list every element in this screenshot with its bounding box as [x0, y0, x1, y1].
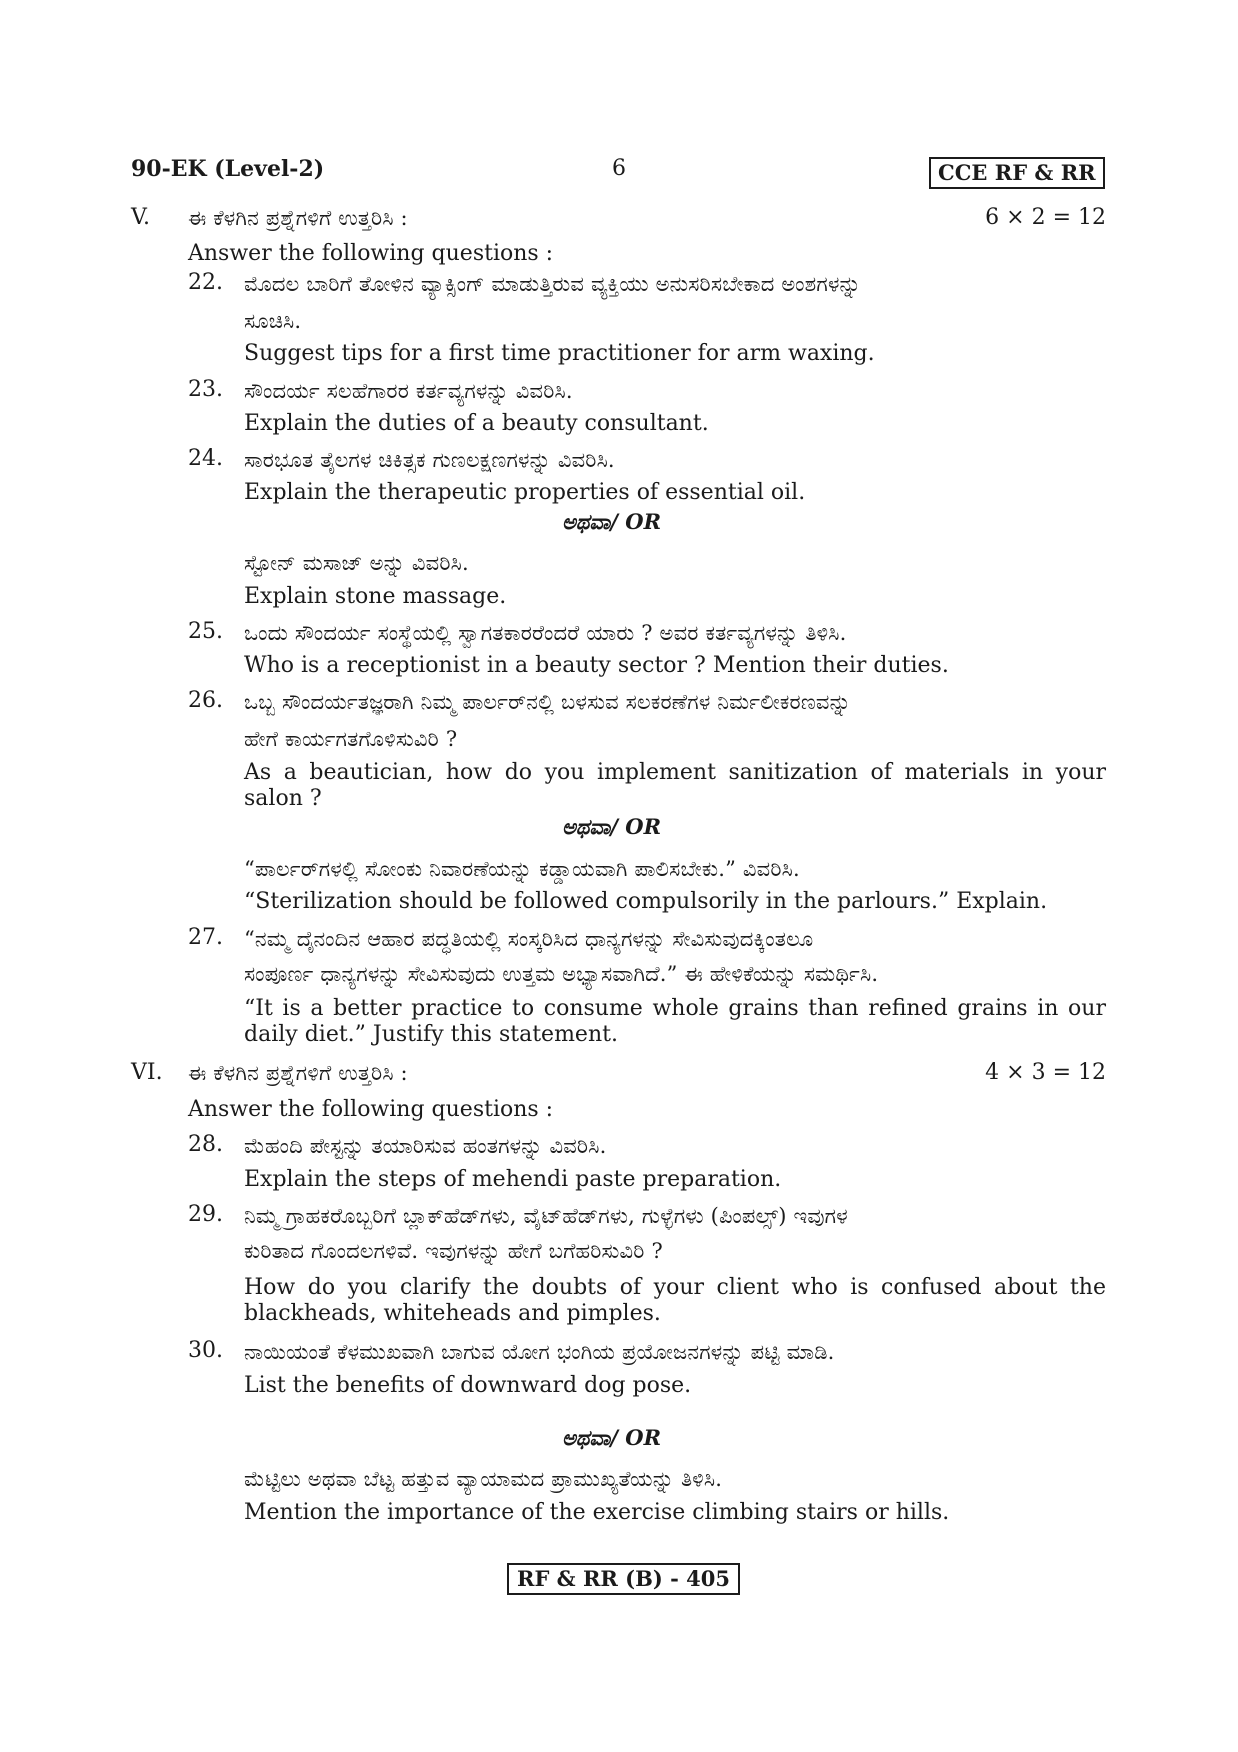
q29-number: 29.	[188, 1202, 223, 1227]
or-label: ಅಥವಾ/ OR	[562, 1425, 662, 1450]
q27-en: “It is a better practice to consume whole grains than refined grains in our daily diet.” Justify this statement.	[244, 996, 1106, 1047]
q22-kn-line2: ಸೂಚಿಸಿ.	[244, 309, 302, 333]
q30-en: List the benefits of downward dog pose.	[244, 1373, 692, 1398]
q25-en: Who is a receptionist in a beauty sector ? Mention their duties.	[244, 653, 949, 678]
q22-number: 22.	[188, 270, 223, 295]
q26-alt-kn: “ಪಾರ್ಲರ್‌ಗಳಲ್ಲಿ ಸೋಂಕು ನಿವಾರಣೆಯನ್ನು ಕಡ್ಡಾಯವಾಗಿ ಪಾಲಿಸಬೇಕು.” ವಿವರಿಸಿ.	[244, 857, 800, 881]
section-v-instruction-en: Answer the following questions :	[188, 241, 554, 266]
q23-number: 23.	[188, 377, 223, 402]
exam-tag-box: CCE RF & RR	[929, 157, 1105, 189]
q26-en: As a beautician, how do you implement sanitization of materials in your salon ?	[244, 760, 1106, 811]
q28-en: Explain the steps of mehendi paste preparation.	[244, 1167, 782, 1192]
q24-alt-en: Explain stone massage.	[244, 584, 507, 609]
or-label: ಅಥವಾ/ OR	[562, 509, 662, 534]
q24-number: 24.	[188, 446, 223, 471]
q28-number: 28.	[188, 1132, 223, 1157]
q27-kn-line2: ಸಂಪೂರ್ಣ ಧಾನ್ಯಗಳನ್ನು ಸೇವಿಸುವುದು ಉತ್ತಮ ಅಭ್ಯಾಸವಾಗಿದೆ.” ಈ ಹೇಳಿಕೆಯನ್ನು ಸಮರ್ಥಿಸಿ.	[244, 962, 879, 986]
q29-kn-line1: ನಿಮ್ಮ ಗ್ರಾಹಕರೊಬ್ಬರಿಗೆ ಬ್ಲಾಕ್‌ಹೆಡ್‌ಗಳು, ವೈಟ್‌ಹೆಡ್‌ಗಳು, ಗುಳ್ಳೆಗಳು (ಪಿಂಪಲ್ಸ್) ಇವುಗಳ	[244, 1204, 848, 1228]
paper-code: 90-EK (Level-2)	[131, 156, 325, 182]
footer-code-box: RF & RR (B) - 405	[507, 1563, 740, 1595]
q30-kn: ನಾಯಿಯಂತೆ ಕೆಳಮುಖವಾಗಿ ಬಾಗುವ ಯೋಗ ಭಂಗಿಯ ಪ್ರಯೋಜನಗಳನ್ನು ಪಟ್ಟಿ ಮಾಡಿ.	[244, 1340, 835, 1364]
q27-kn-line1: “ನಮ್ಮ ದೈನಂದಿನ ಆಹಾರ ಪದ್ಧತಿಯಲ್ಲಿ ಸಂಸ್ಕರಿಸಿದ ಧಾನ್ಯಗಳನ್ನು ಸೇವಿಸುವುದಕ್ಕಿಂತಲೂ	[244, 927, 814, 951]
q30-alt-kn: ಮೆಟ್ಟಿಲು ಅಥವಾ ಬೆಟ್ಟ ಹತ್ತುವ ವ್ಯಾಯಾಮದ ಪ್ರಾಮುಖ್ಯತೆಯನ್ನು ತಿಳಿಸಿ.	[244, 1467, 723, 1491]
q22-en: Suggest tips for a first time practitioner for arm waxing.	[244, 341, 875, 366]
q28-kn: ಮೆಹಂದಿ ಪೇಸ್ಟನ್ನು ತಯಾರಿಸುವ ಹಂತಗಳನ್ನು ವಿವರಿಸಿ.	[244, 1134, 607, 1158]
q23-en: Explain the duties of a beauty consultant.	[244, 411, 709, 436]
section-v-instruction-kn: ಈ ಕೆಳಗಿನ ಪ್ರಶ್ನೆಗಳಿಗೆ ಉತ್ತರಿಸಿ :	[188, 206, 408, 230]
q29-en: How do you clarify the doubts of your client who is confused about the blackheads, whiteheads and pimples.	[244, 1275, 1106, 1326]
q22-kn-line1: ಮೊದಲ ಬಾರಿಗೆ ತೋಳಿನ ವ್ಯಾಕ್ಸಿಂಗ್ ಮಾಡುತ್ತಿರುವ ವ್ಯಕ್ತಿಯು ಅನುಸರಿಸಬೇಕಾದ ಅಂಶಗಳನ್ನು	[244, 272, 861, 296]
q30-alt-en: Mention the importance of the exercise climbing stairs or hills.	[244, 1500, 950, 1525]
q24-en: Explain the therapeutic properties of essential oil.	[244, 480, 806, 505]
section-v-marks: 6 × 2 = 12	[985, 205, 1106, 230]
q30-number: 30.	[188, 1338, 223, 1363]
page-number: 6	[612, 156, 626, 181]
section-vi-number: VI.	[131, 1060, 163, 1085]
q29-kn-line2: ಕುರಿತಾದ ಗೊಂದಲಗಳಿವೆ. ಇವುಗಳನ್ನು ಹೇಗೆ ಬಗೆಹರಿಸುವಿರಿ ?	[244, 1239, 663, 1263]
q26-kn-line1: ಒಬ್ಬ ಸೌಂದರ್ಯತಜ್ಞರಾಗಿ ನಿಮ್ಮ ಪಾರ್ಲರ್‌ನಲ್ಲಿ ಬಳಸುವ ಸಲಕರಣೆಗಳ ನಿರ್ಮಲೀಕರಣವನ್ನು	[244, 690, 851, 714]
q25-kn: ಒಂದು ಸೌಂದರ್ಯ ಸಂಸ್ಥೆಯಲ್ಲಿ ಸ್ವಾಗತಕಾರರೆಂದರೆ ಯಾರು ? ಅವರ ಕರ್ತವ್ಯಗಳನ್ನು ತಿಳಿಸಿ.	[244, 621, 847, 645]
section-v-number: V.	[131, 205, 151, 230]
section-vi-instruction-kn: ಈ ಕೆಳಗಿನ ಪ್ರಶ್ನೆಗಳಿಗೆ ಉತ್ತರಿಸಿ :	[188, 1061, 408, 1085]
q26-alt-en: “Sterilization should be followed compulsorily in the parlours.” Explain.	[244, 889, 1048, 914]
section-vi-instruction-en: Answer the following questions :	[188, 1097, 554, 1122]
q25-number: 25.	[188, 619, 223, 644]
or-label: ಅಥವಾ/ OR	[562, 814, 662, 839]
q27-number: 27.	[188, 925, 223, 950]
section-vi-marks: 4 × 3 = 12	[985, 1060, 1106, 1085]
q26-kn-line2: ಹೇಗೆ ಕಾರ್ಯಗತಗೊಳಿಸುವಿರಿ ?	[244, 727, 458, 751]
q23-kn: ಸೌಂದರ್ಯ ಸಲಹೆಗಾರರ ಕರ್ತವ್ಯಗಳನ್ನು ವಿವರಿಸಿ.	[244, 379, 573, 403]
q26-number: 26.	[188, 688, 223, 713]
q24-kn: ಸಾರಭೂತ ತೈಲಗಳ ಚಿಕಿತ್ಸಕ ಗುಣಲಕ್ಷಣಗಳನ್ನು ವಿವರಿಸಿ.	[244, 448, 615, 472]
q24-alt-kn: ಸ್ಟೋನ್ ಮಸಾಜ್ ಅನ್ನು ವಿವರಿಸಿ.	[244, 551, 469, 575]
